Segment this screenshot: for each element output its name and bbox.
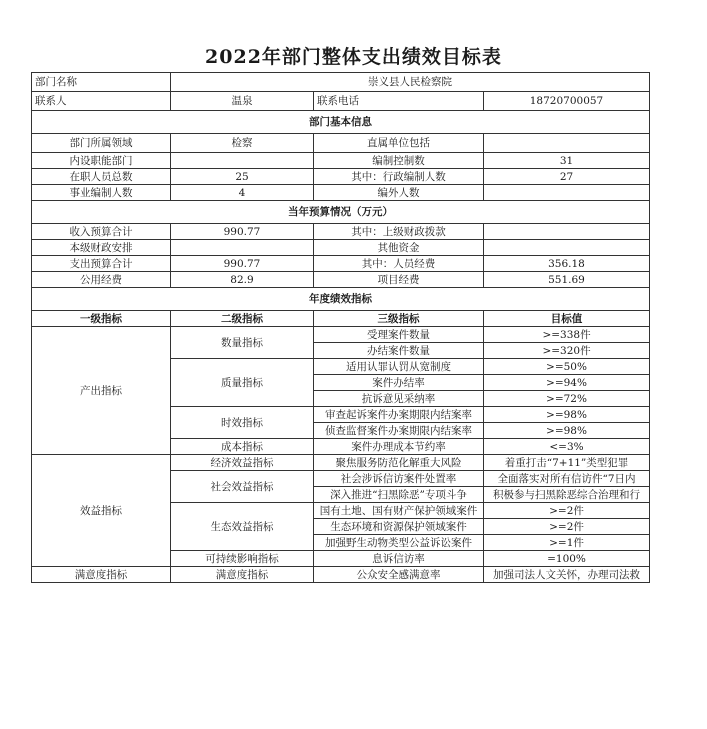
col-header-4: 目标值 xyxy=(484,311,650,327)
indicator-name: 办结案件数量 xyxy=(314,343,484,359)
indicator-name: 加强野生动物类型公益诉讼案件 xyxy=(314,535,484,551)
upper-label: 其中：上级财政拨款 xyxy=(314,224,484,240)
phone-label: 联系电话 xyxy=(314,92,484,111)
indicator-target: >=2件 xyxy=(484,519,650,535)
table-row xyxy=(32,92,650,111)
other-value xyxy=(484,240,650,256)
indicator-target: 加强司法人文关怀，办理司法救 xyxy=(484,567,650,583)
table-row xyxy=(32,288,650,311)
indicator-target: >=50% xyxy=(484,359,650,375)
indicator-target: >=94% xyxy=(484,375,650,391)
indicator-target: >=2件 xyxy=(484,503,650,519)
indicator-target: 积极参与扫黑除恶综合治理和行 xyxy=(484,487,650,503)
quality-indicator: 质量指标 xyxy=(171,359,314,407)
table-row xyxy=(32,455,650,471)
contact-value: 温泉 xyxy=(171,92,314,111)
table-row xyxy=(32,311,650,327)
indicator-name: 抗诉意见采纳率 xyxy=(314,391,484,407)
page-title: 2022年部门整体支出绩效目标表 xyxy=(205,46,502,68)
contact-label: 联系人 xyxy=(32,92,171,111)
performance-table xyxy=(31,72,650,583)
indicator-name: 案件办理成本节约率 xyxy=(314,439,484,455)
project-label: 项目经费 xyxy=(314,272,484,288)
section-basic-info: 部门基本信息 xyxy=(32,111,650,134)
table-row xyxy=(32,134,650,153)
indicator-target: =100% xyxy=(484,551,650,567)
indicator-name: 深入推进“扫黑除恶”专项斗争 xyxy=(314,487,484,503)
timeliness-indicator: 时效指标 xyxy=(171,407,314,439)
admin-quota-label: 其中：行政编制人数 xyxy=(314,169,484,185)
income-value: 990.77 xyxy=(171,224,314,240)
indicator-name: 侦查监督案件办案期限内结案率 xyxy=(314,423,484,439)
outside-label: 编外人数 xyxy=(314,185,484,201)
table-row xyxy=(32,256,650,272)
indicator-name: 国有土地、国有财产保护领域案件 xyxy=(314,503,484,519)
section-indicators: 年度绩效指标 xyxy=(32,288,650,311)
field-value: 检察 xyxy=(171,134,314,153)
table-row xyxy=(32,185,650,201)
indicator-target: >=338件 xyxy=(484,327,650,343)
internal-value xyxy=(171,153,314,169)
col-header-2: 二级指标 xyxy=(171,311,314,327)
indicator-target: >=72% xyxy=(484,391,650,407)
field-label: 部门所属领域 xyxy=(32,134,171,153)
section-budget: 当年预算情况（万元） xyxy=(32,201,650,224)
satisfaction-sub-indicator: 满意度指标 xyxy=(171,567,314,583)
indicator-target: >=1件 xyxy=(484,535,650,551)
staff-label: 在职人员总数 xyxy=(32,169,171,185)
income-label: 收入预算合计 xyxy=(32,224,171,240)
quota-value: 31 xyxy=(484,153,650,169)
indicator-name: 案件办结率 xyxy=(314,375,484,391)
other-label: 其他资金 xyxy=(314,240,484,256)
indicator-name: 聚焦服务防范化解重大风险 xyxy=(314,455,484,471)
output-indicator: 产出指标 xyxy=(32,327,171,455)
eco-indicator: 生态效益指标 xyxy=(171,503,314,551)
internal-label: 内设职能部门 xyxy=(32,153,171,169)
indicator-name: 公众安全感满意率 xyxy=(314,567,484,583)
table-row xyxy=(32,327,650,343)
project-value: 551.69 xyxy=(484,272,650,288)
indicator-target: >=98% xyxy=(484,407,650,423)
table-row xyxy=(32,153,650,169)
effect-indicator: 效益指标 xyxy=(32,455,171,567)
personnel-value: 356.18 xyxy=(484,256,650,272)
local-value xyxy=(171,240,314,256)
outside-value xyxy=(484,185,650,201)
satisfaction-indicator: 满意度指标 xyxy=(32,567,171,583)
sub-unit-value xyxy=(484,134,650,153)
local-label: 本级财政安排 xyxy=(32,240,171,256)
indicator-name: 审查起诉案件办案期限内结案率 xyxy=(314,407,484,423)
indicator-name: 社会涉诉信访案件处置率 xyxy=(314,471,484,487)
indicator-target: 着重打击“7+11”类型犯罪 xyxy=(484,455,650,471)
indicator-target: <=3% xyxy=(484,439,650,455)
indicator-target: 全面落实对所有信访件“7日内 xyxy=(484,471,650,487)
sustain-indicator: 可持续影响指标 xyxy=(171,551,314,567)
upper-value xyxy=(484,224,650,240)
table-row xyxy=(32,272,650,288)
indicator-name: 受理案件数量 xyxy=(314,327,484,343)
career-label: 事业编制人数 xyxy=(32,185,171,201)
personnel-label: 其中：人员经费 xyxy=(314,256,484,272)
cost-indicator: 成本指标 xyxy=(171,439,314,455)
table-row xyxy=(32,201,650,224)
indicator-name: 息诉信访率 xyxy=(314,551,484,567)
dept-name-value: 崇义县人民检察院 xyxy=(171,73,650,92)
dept-name-label: 部门名称 xyxy=(32,73,171,92)
quantity-indicator: 数量指标 xyxy=(171,327,314,359)
admin-quota-value: 27 xyxy=(484,169,650,185)
social-indicator: 社会效益指标 xyxy=(171,471,314,503)
col-header-3: 三级指标 xyxy=(314,311,484,327)
table-row xyxy=(32,224,650,240)
quota-label: 编制控制数 xyxy=(314,153,484,169)
table-row xyxy=(32,567,650,583)
phone-value: 18720700057 xyxy=(484,92,650,111)
col-header-1: 一级指标 xyxy=(32,311,171,327)
public-label: 公用经费 xyxy=(32,272,171,288)
indicator-name: 适用认罪认罚从宽制度 xyxy=(314,359,484,375)
economic-indicator: 经济效益指标 xyxy=(171,455,314,471)
indicator-name: 生态环境和资源保护领域案件 xyxy=(314,519,484,535)
table-row xyxy=(32,73,650,92)
career-value: 4 xyxy=(171,185,314,201)
staff-value: 25 xyxy=(171,169,314,185)
expense-label: 支出预算合计 xyxy=(32,256,171,272)
expense-value: 990.77 xyxy=(171,256,314,272)
indicator-target: >=320件 xyxy=(484,343,650,359)
sub-unit-label: 直属单位包括 xyxy=(314,134,484,153)
indicator-target: >=98% xyxy=(484,423,650,439)
public-value: 82.9 xyxy=(171,272,314,288)
table-row xyxy=(32,111,650,134)
table-row xyxy=(32,240,650,256)
table-row xyxy=(32,169,650,185)
